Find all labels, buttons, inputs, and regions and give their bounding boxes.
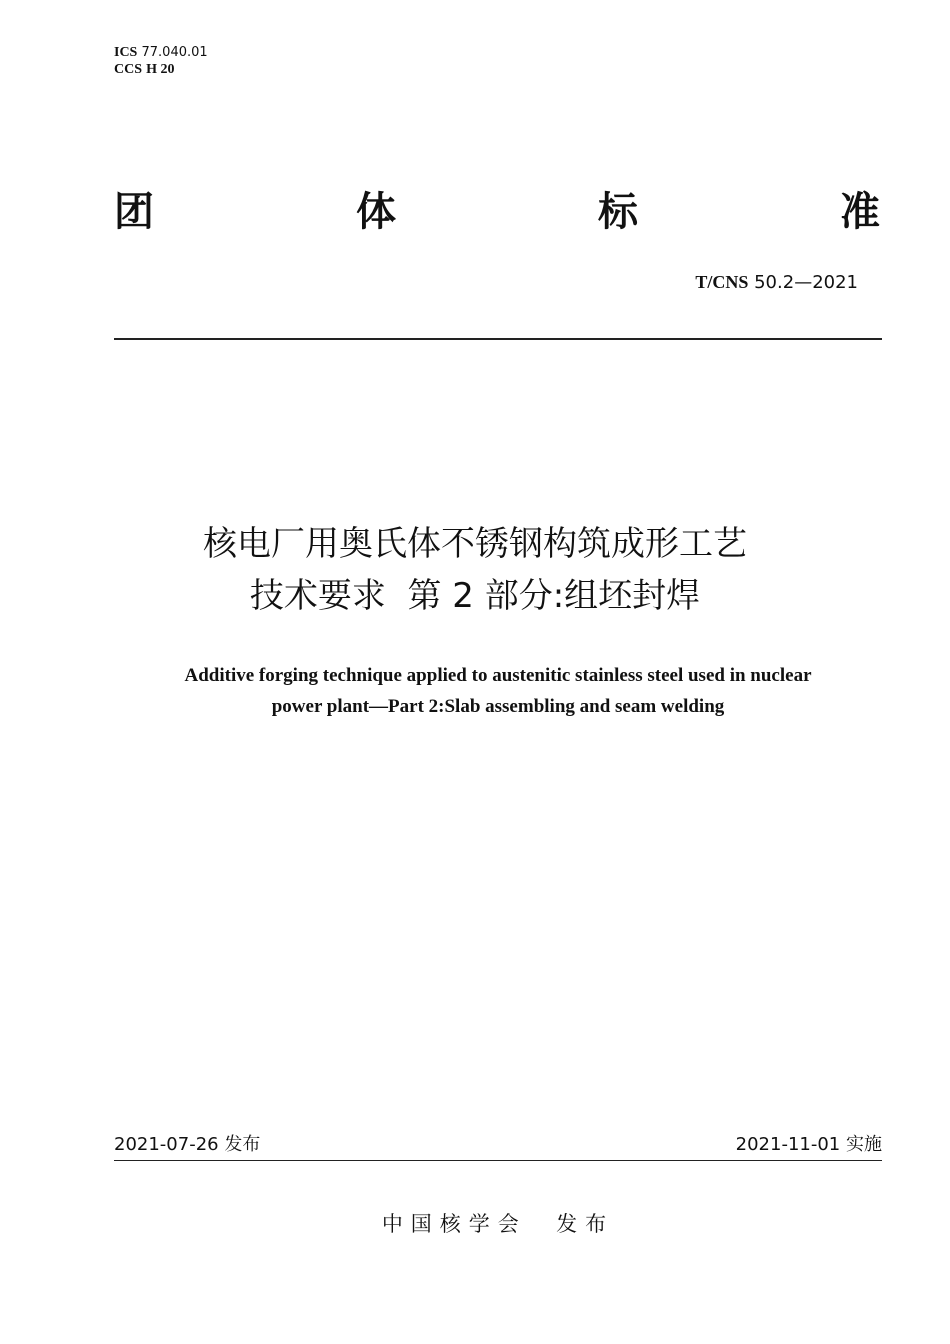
ccs-code — [114, 61, 208, 78]
chinese-title — [0, 518, 950, 622]
bottom-divider — [114, 1160, 882, 1161]
standard-type-char: 体 — [356, 189, 396, 235]
standard-number-prefix: T/CNS — [695, 272, 749, 292]
ics-label: ICS — [114, 45, 138, 60]
english-title — [0, 660, 950, 722]
ccs-value: H 20 — [146, 62, 175, 77]
chinese-title-line-1: 核电厂用奥氏体不锈钢构筑成形工艺 — [203, 524, 747, 564]
english-title-line-1: Additive forging technique applied to austenitic stainless steel used in nuclear — [184, 665, 812, 686]
implementation-date: 2021-11-01 实施 — [735, 1134, 882, 1155]
standard-type-char: 团 — [114, 189, 154, 235]
ccs-label: CCS — [114, 62, 143, 77]
top-divider — [114, 338, 882, 340]
ics-value: 77.040.01 — [141, 45, 208, 60]
english-title-line-2: power plant—Part 2:Slab assembling and seam welding — [271, 696, 725, 717]
standard-number — [695, 272, 858, 293]
release-date: 2021-07-26 发布 — [114, 1134, 261, 1155]
standard-type-char: 标 — [598, 189, 638, 235]
classification-codes — [114, 44, 208, 78]
standard-type-char: 准 — [840, 189, 880, 235]
standard-number-suffix: 50.2—2021 — [754, 272, 858, 293]
chinese-title-line-2: 技术要求 第 2 部分:组坯封焊 — [249, 576, 701, 616]
dates-row — [114, 1130, 882, 1156]
publisher: 中国核学会 发布 — [381, 1212, 615, 1236]
ics-code — [114, 44, 208, 61]
standard-type-heading — [114, 184, 880, 240]
